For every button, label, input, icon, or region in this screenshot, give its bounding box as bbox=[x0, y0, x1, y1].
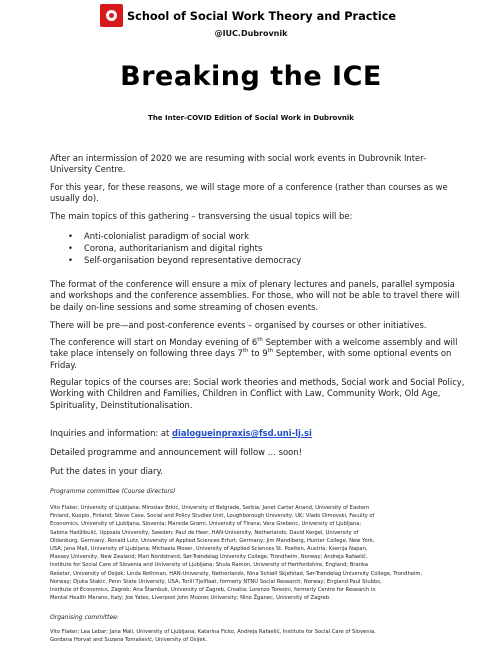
school-logo-icon bbox=[100, 4, 123, 27]
intro-paragraph-1 bbox=[50, 153, 468, 176]
bullet-icon: • bbox=[68, 255, 73, 265]
bullet-text: Anti-colonialist paradigm of social work bbox=[84, 231, 249, 241]
contact-email-link[interactable]: dialogueinpraxis@fsd.uni-lj.si bbox=[172, 428, 312, 438]
intro-paragraph-2 bbox=[50, 182, 468, 205]
committee-line: USA; Jana Mali, University of Ljubljana; Michaela Moser, University of Applied Sciences St. Poelten, Austria; Ksenija Napan, bbox=[50, 546, 368, 553]
bullet-text: Self-organisation beyond representative democracy bbox=[84, 255, 302, 265]
programme-followup-paragraph bbox=[50, 447, 468, 458]
dates-text: The conference will start on Monday evening of 6th September with a welcome assembly and will take place intensely on following three days 7th to 9th September, with some optional events on Friday. bbox=[50, 337, 458, 370]
committee-line: Institute of Economics, Zagreb; Ana Štambuk, University of Zagreb, Croatia; Lorenzo Toresini, formerly Centre for Research in bbox=[50, 587, 376, 594]
programme-committee-heading: Programme committee (Course directors) bbox=[50, 488, 176, 495]
programme-committee-list bbox=[50, 504, 470, 602]
committee-line: Mental Health Merano, Italy; Joe Yates, Liverpool John Moores University; Nino Žganec, University of Zagreb. bbox=[50, 595, 331, 602]
format-text: The format of the conference will ensure a mix of plenary lectures and panels, parallel symposia and workshops and the conference assemblies. For those, who will not be able to travel there will be daily on-line sessions and some streaming of chosen events. bbox=[50, 279, 460, 312]
bullet-icon: • bbox=[68, 231, 73, 241]
format-paragraph bbox=[50, 279, 468, 313]
programme-followup-text: Detailed programme and announcement will follow … soon! bbox=[50, 447, 302, 457]
diary-text: Put the dates in your diary. bbox=[50, 466, 163, 476]
intro-paragraph-3 bbox=[50, 211, 468, 222]
committee-line: Massey University, New Zealand; Mari Nordstrand, Sør-Trøndelag University College, Trondheim, Norway; Andreja Rafaelič, bbox=[50, 554, 368, 561]
inquiries-label: Inquiries and information: at bbox=[50, 428, 172, 438]
social-handle: @IUC.Dubrovnik bbox=[214, 29, 288, 38]
committee-line: Institute for Social Care of Slovenia and University of Ljubljana; Shula Ramon, University of Hertfordshire, England; Branka bbox=[50, 562, 369, 569]
regular-topics-text: Regular topics of the courses are: Social work theories and methods, Social work and Social Policy, Working with Children and Families, Children in Conflict with Law, Community Work, Old Age, Spirituality, Deinstitutionalisation. bbox=[50, 377, 465, 410]
committee-line: Vito Flaker, University of Ljubljana; Miroslav Brkić, University of Belgrade, Serbia; Janet Carter Anand, University of Eastern bbox=[50, 505, 370, 511]
committee-line: Rešetar, University of Osijek; Linda Rothman, HAN-University, Netherlands, Nina Schiøll Skjefstad, Sør-Trøndelag University College, Trondheim, bbox=[50, 570, 423, 577]
committee-line: Finland, Kuopio, Finland; Steve Case, Social and Policy Studies Unit, Loughborough University, UK; Vlado Dimovski, Faculty of bbox=[50, 513, 375, 520]
school-name: School of Social Work Theory and Practice bbox=[127, 10, 397, 23]
bullet-text: Corona, authoritarianism and digital rights bbox=[84, 243, 263, 253]
page-subtitle: The Inter-COVID Edition of Social Work in Dubrovnik bbox=[148, 114, 354, 122]
prepost-paragraph bbox=[50, 320, 468, 331]
inquiries-paragraph bbox=[50, 428, 468, 439]
intro-p3-text: The main topics of this gathering – transversing the usual topics will be: bbox=[50, 211, 353, 221]
committee-line: Oldenburg, Germany, Ronald Lutz, University of Applied Sciences Erfurt, Germany; Jim Mandiberg, Hunter College, New York, bbox=[50, 537, 375, 544]
committee-line: Economics, University of Ljubljana, Slovenia; Marsida Grami, University of Tirana; Vera Grebenc, University of Ljubljana; bbox=[50, 521, 362, 528]
committee-line: Gordana Horvat and Suzana Tomašević, University of Osijek. bbox=[50, 637, 208, 644]
organising-committee-heading: Organising committee: bbox=[50, 614, 119, 621]
intro-p2-text: For this year, for these reasons, we will stage more of a conference (rather than courses as we usually do). bbox=[50, 182, 448, 204]
diary-paragraph bbox=[50, 466, 468, 477]
committee-line: Sabina Hadžibulić, Uppsala University, Sweden; Paul de Heer, HAN-University, Netherlands; David Kergel, University of bbox=[50, 529, 359, 536]
prepost-text: There will be pre—and post-conference events – organised by courses or other initiatives. bbox=[50, 320, 427, 330]
regular-topics-paragraph bbox=[50, 377, 468, 411]
bullet-icon: • bbox=[68, 243, 73, 253]
committee-line: Vito Flaker; Lea Lebar; Jana Mali, University of Ljubljana; Katarina Ficko, Andreja Rafaelič, Institute for Social Care of Slovenia, bbox=[50, 629, 376, 635]
organising-committee-list bbox=[50, 628, 470, 644]
dates-paragraph bbox=[50, 337, 468, 371]
intro-p1-text: After an intermission of 2020 we are resuming with social work events in Dubrovnik Inter-University Centre. bbox=[50, 153, 427, 175]
committee-line: Norway; Djuka Stakic, Penn State University, USA; Torill Tjelflaat, formerly NTNU Social Research, Norway; England.Paul Stubbs, bbox=[50, 578, 382, 585]
page-title: Breaking the ICE bbox=[120, 61, 382, 92]
